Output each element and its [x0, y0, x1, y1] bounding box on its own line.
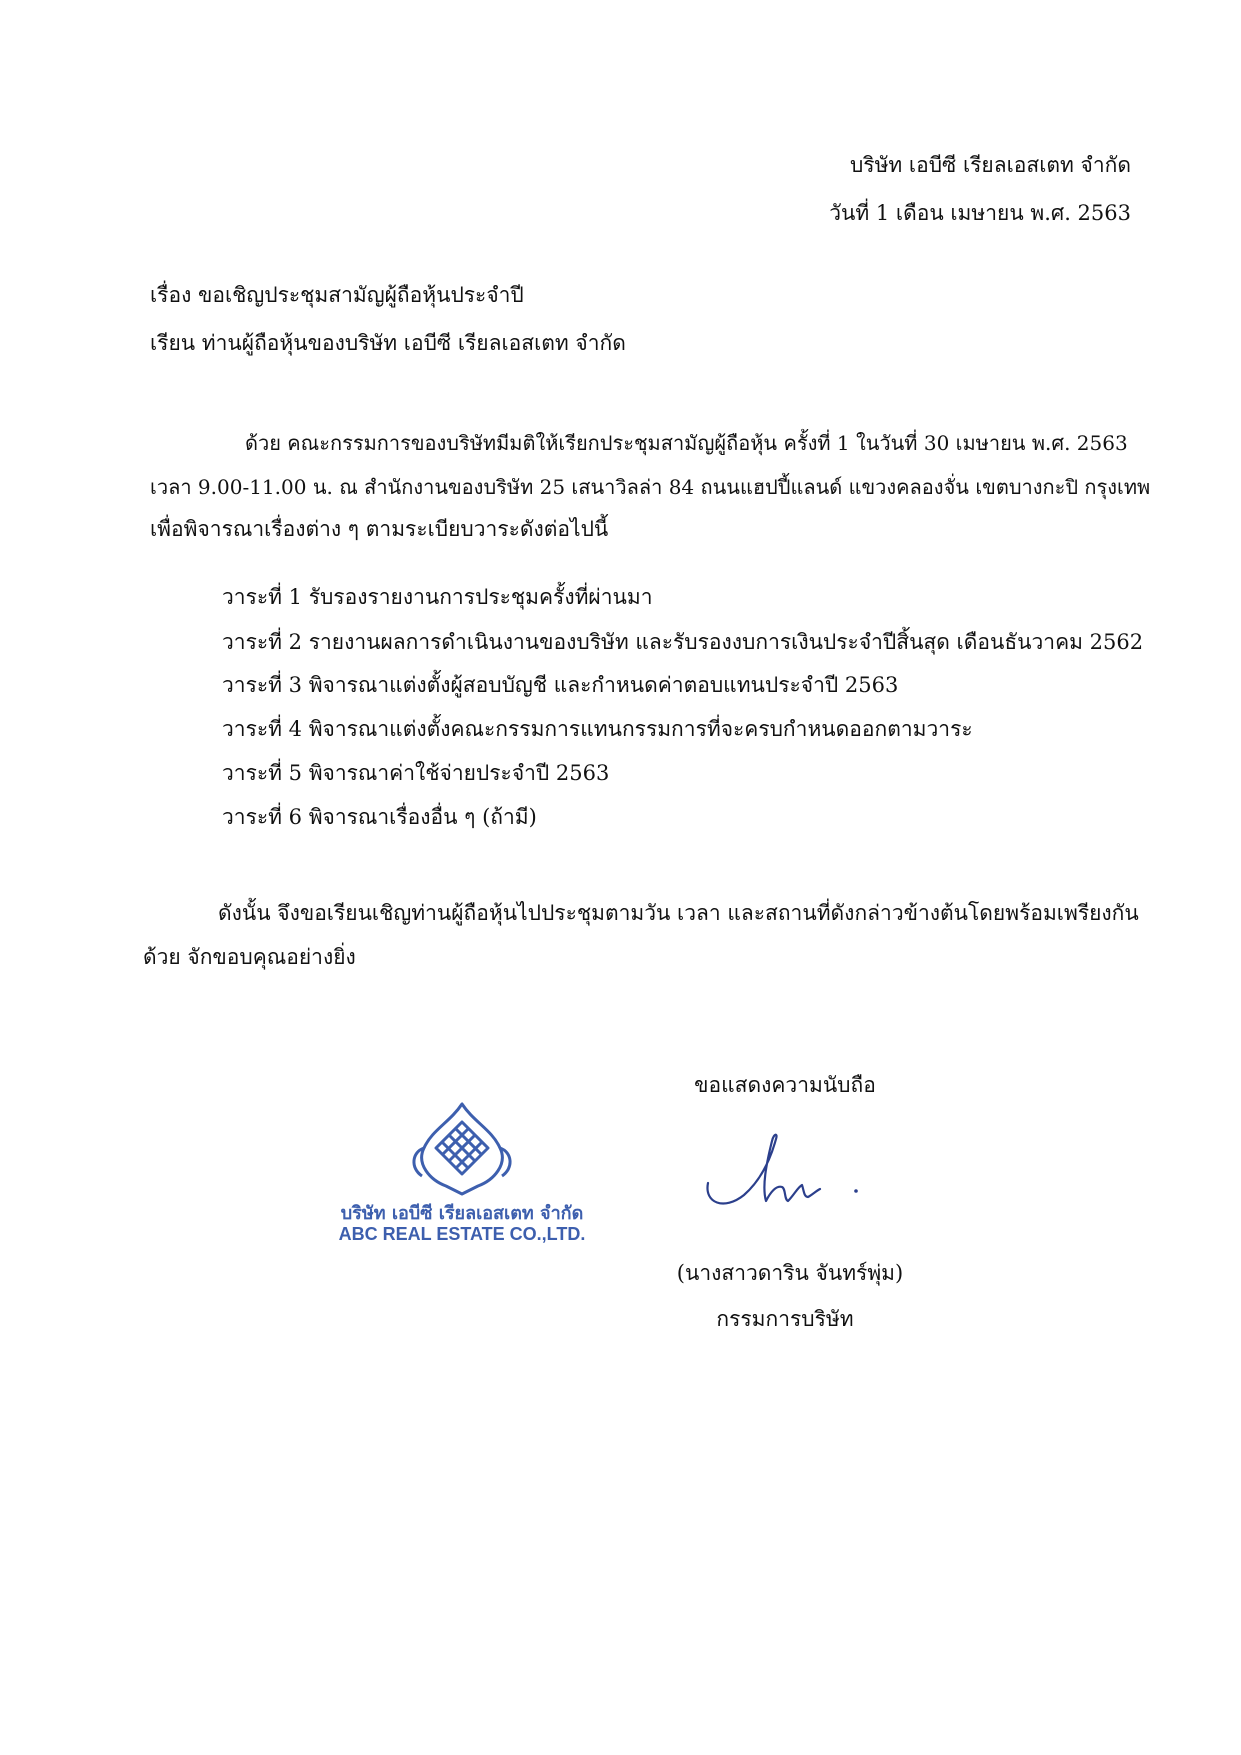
signer-position: กรรมการบริษัท — [716, 1307, 854, 1331]
agenda-label: วาระที่ 6 — [222, 805, 303, 829]
agenda-item-3 — [222, 670, 898, 700]
header-date: วันที่ 1 เดือน เมษายน พ.ศ. 2563 — [829, 201, 1131, 225]
logo-name-english: ABC REAL ESTATE CO.,LTD. — [338, 1224, 586, 1244]
agenda-label: วาระที่ 5 — [222, 761, 303, 785]
agenda-text: รับรองรายงานการประชุมครั้งที่ผ่านมา — [308, 585, 653, 609]
salutation: ขอแสดงความนับถือ — [694, 1073, 876, 1097]
agenda-item-4 — [222, 714, 973, 744]
agenda-label: วาระที่ 1 — [222, 585, 303, 609]
header-company: บริษัท เอบีซี เรียลเอสเตท จำกัด — [849, 153, 1131, 177]
agenda-text: พิจารณาเรื่องอื่น ๆ (ถ้ามี) — [308, 805, 537, 829]
agenda-label: วาระที่ 3 — [222, 673, 303, 697]
body-line-1: ด้วย คณะกรรมการของบริษัทมีมติให้เรียกประชุมสามัญผู้ถือหุ้น ครั้งที่ 1 ในวันที่ 30 เมษายน พ.ศ. 2563 — [245, 431, 1128, 455]
closing-line-1: ดังนั้น จึงขอเรียนเชิญท่านผู้ถือหุ้นไปประชุมตามวัน เวลา และสถานที่ดังกล่าวข้างต้นโดยพร้อมเพรียงกัน — [218, 901, 1139, 925]
handwritten-signature — [700, 1125, 900, 1225]
agenda-label: วาระที่ 2 — [222, 630, 303, 654]
body-line-2: เวลา 9.00-11.00 น. ณ สำนักงานของบริษัท 25 เสนาวิลล่า 84 ถนนแฮปปี้แลนด์ แขวงคลองจั่น เขตบางกะปิ กรุงเทพ — [150, 475, 1151, 499]
subject-line: เรื่อง ขอเชิญประชุมสามัญผู้ถือหุ้นประจำปี — [150, 283, 524, 307]
logo-name-thai: บริษัท เอบีซี เรียลเอสเตท จำกัด — [340, 1203, 584, 1224]
closing-line-2: ด้วย จักขอบคุณอย่างยิ่ง — [143, 945, 356, 969]
agenda-label: วาระที่ 4 — [222, 717, 303, 741]
agenda-item-5 — [222, 758, 609, 788]
agenda-text: พิจารณาค่าใช้จ่ายประจำปี 2563 — [308, 761, 610, 785]
agenda-text: รายงานผลการดำเนินงานของบริษัท และรับรองงบการเงินประจำปีสิ้นสุด เดือนธันวาคม 2562 — [308, 630, 1144, 654]
lotus-knot-icon — [402, 1100, 522, 1200]
agenda-item-1 — [222, 582, 653, 612]
agenda-text: พิจารณาแต่งตั้งคณะกรรมการแทนกรรมการที่จะครบกำหนดออกตามวาระ — [308, 717, 973, 741]
body-line-3: เพื่อพิจารณาเรื่องต่าง ๆ ตามระเบียบวาระดังต่อไปนี้ — [150, 517, 609, 541]
agenda-text: พิจารณาแต่งตั้งผู้สอบบัญชี และกำหนดค่าตอบแทนประจำปี 2563 — [308, 673, 899, 697]
agenda-item-2 — [222, 627, 1143, 657]
agenda-item-6 — [222, 802, 537, 832]
signer-name: (นางสาวดาริน จันทร์พุ่ม) — [676, 1261, 904, 1285]
recipient-line: เรียน ท่านผู้ถือหุ้นของบริษัท เอบีซี เรียลเอสเตท จำกัด — [150, 331, 626, 355]
company-logo — [300, 1100, 630, 1260]
